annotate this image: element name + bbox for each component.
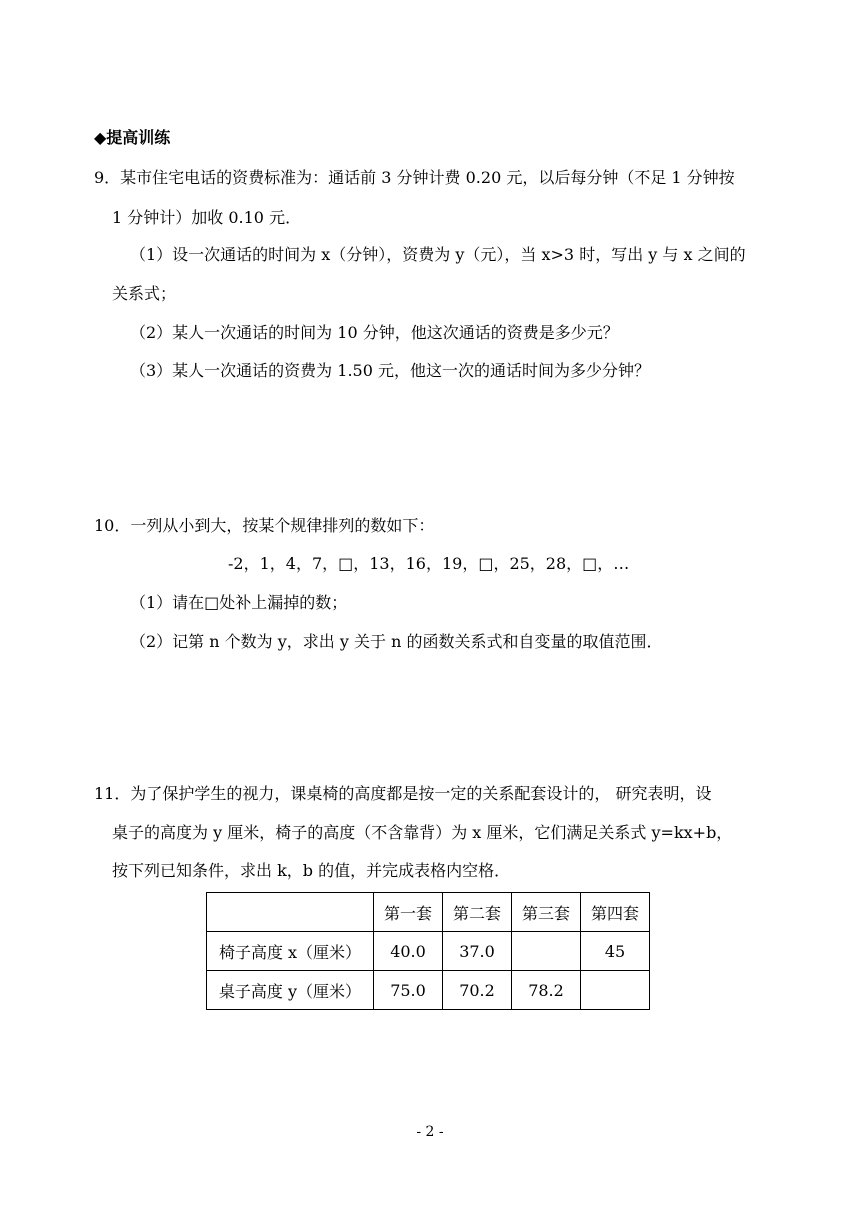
q11-line-3: 按下列已知条件，求出 k，b 的值，并完成表格内空格． xyxy=(112,861,511,880)
q11-line-2: 桌子的高度为 y 厘米，椅子的高度（不含靠背）为 x 厘米，它们满足关系式 y=kx+b， xyxy=(112,823,733,842)
q10-sequence: -2，1，4，7，□，13，16，19，□，25，28，□，… xyxy=(228,554,630,573)
section-title: ◆提高训练 xyxy=(94,128,171,147)
q9-part2: （2）某人一次通话的时间为 10 分钟，他这次通话的资费是多少元？ xyxy=(130,323,619,342)
table-header-cell: 第三套 xyxy=(512,893,581,932)
table-row xyxy=(207,971,650,1010)
page-number: - 2 - xyxy=(416,1124,444,1140)
table-cell: 37.0 xyxy=(443,932,512,971)
q9-part1-line-1: （1）设一次通话的时间为 x（分钟），资费为 y（元），当 x>3 时，写出 y 与 x 之间的 xyxy=(130,245,746,264)
table-header-cell xyxy=(207,893,374,932)
table-cell: 78.2 xyxy=(512,971,581,1010)
table-header-cell: 第四套 xyxy=(581,893,650,932)
table-cell: 70.2 xyxy=(443,971,512,1010)
table-cell xyxy=(581,971,650,1010)
q9-part1-line-2: 关系式； xyxy=(112,284,177,303)
table-row xyxy=(207,932,650,971)
table-header-cell: 第一套 xyxy=(374,893,443,932)
table-cell: 椅子高度 x（厘米） xyxy=(207,932,374,971)
q11-line-1: 11．为了保护学生的视力，课桌椅的高度都是按一定的关系配套设计的， 研究表明，设 xyxy=(94,784,712,803)
height-table xyxy=(206,892,650,1010)
q9-line-1: 9．某市住宅电话的资费标准为：通话前 3 分钟计费 0.20 元，以后每分钟（不足 1 分钟按 xyxy=(94,168,735,187)
table-cell: 桌子高度 y（厘米） xyxy=(207,971,374,1010)
table-header-cell: 第二套 xyxy=(443,893,512,932)
table-cell: 45 xyxy=(581,932,650,971)
table-cell: 40.0 xyxy=(374,932,443,971)
table-cell: 75.0 xyxy=(374,971,443,1010)
q10-part1: （1）请在□处补上漏掉的数； xyxy=(130,593,348,612)
q10-line-1: 10．一列从小到大，按某个规律排列的数如下： xyxy=(94,516,435,535)
table-header-row xyxy=(207,893,650,932)
table-cell xyxy=(512,932,581,971)
q9-line-2: 1 分钟计）加收 0.10 元． xyxy=(112,208,302,227)
q10-part2: （2）记第 n 个数为 y，求出 y 关于 n 的函数关系式和自变量的取值范围． xyxy=(130,632,663,651)
q9-part3: （3）某人一次通话的资费为 1.50 元，他这一次的通话时间为多少分钟？ xyxy=(130,361,650,380)
